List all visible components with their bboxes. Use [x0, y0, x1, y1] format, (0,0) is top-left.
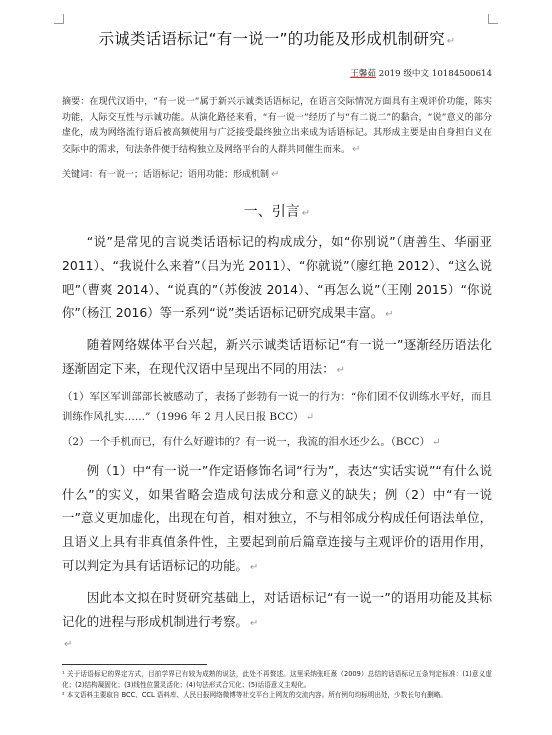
- keywords: [62, 168, 492, 182]
- paragraph-mark: ↵: [301, 208, 311, 219]
- paragraph-mark: ↵: [271, 169, 280, 180]
- example-sentence: [62, 432, 492, 453]
- paragraph-text: 随着网络媒体平台兴起，新兴示诚类话语标记“有一说一”逐渐经历语法化逐渐固定下来，在现代汉语中呈现出不同的用法：: [62, 337, 492, 376]
- footnotes: [62, 664, 492, 701]
- crop-mark-top-right: [488, 14, 498, 24]
- crop-mark-top-left: [54, 14, 64, 24]
- section-heading-text: 一、引言: [243, 204, 300, 220]
- paragraph-text: 因此本文拟在时贤研究基础上，对话语标记“有一说一”的语用功能及其标记化的进程与形成机制进行考察。: [62, 589, 492, 629]
- abstract: [62, 95, 492, 158]
- paragraph-mark: ↵: [336, 364, 345, 376]
- body-paragraph: [62, 230, 492, 327]
- paragraph-mark: ↵: [249, 617, 259, 629]
- paragraph-mark: ↵: [432, 436, 441, 448]
- paragraph-mark: ↵: [305, 411, 314, 423]
- body-paragraph: [62, 333, 492, 383]
- document-page: [62, 28, 492, 650]
- author-line: [62, 67, 492, 79]
- section-heading: [62, 202, 492, 224]
- paragraph-mark: ↵: [64, 639, 73, 651]
- paragraph-mark: ↵: [446, 36, 456, 47]
- author-name: 王馨茹: [350, 69, 376, 79]
- footnote: ¹ 关于话语标记的界定方式，目前学界已有较为成熟的说法，此处不再赘述。这里采纳张旺熹（2009）总结的话语标记五条判定标准：(1)意义虚化；(2)结构凝固化；(3)线性位置灵活化；(4)句法形式合冗化；(5)话语意义主观化。: [62, 670, 492, 689]
- paragraph-text: 例（1）中“有一说一”作定语修饰名词“行为”，表达“实话实说”“有什么说什么”的实义，如果省略会造成句法成分和意义的缺失；例（2）中“有一说一”意义更加虚化，出现在句首，相对独立，不与相邻成分构成任何语法单位，且语义上具有非真值条件性，主要起到前后篇章连接与主观评价的语用作用，可以判定为具有话语标记的功能。: [62, 462, 492, 573]
- paragraph-mark: ↵: [249, 561, 259, 573]
- author-info: 2019 级中文 10184500614: [376, 69, 492, 79]
- example-text: （2）一个手机而已，有什么好避讳的？有一说一，我流的泪水还少么。（BCC）: [62, 435, 431, 448]
- document-title: [62, 28, 492, 53]
- paragraph-mark: ↵: [352, 143, 361, 155]
- footnote: ² 本文语料主要取自 BCC、CCL 语料库、人民日报网络微博等社交平台上网友的交流内容。所有例句均标明出处，少数长句有删略。: [62, 691, 447, 699]
- keywords-text: 关键词：有一说一；话语标记；语用功能；形成机制: [62, 170, 270, 180]
- abstract-text: 摘要：在现代汉语中，“有一说一”属于新兴示诚类话语标记，在语言交际情况方面具有主观评价功能，陈实功能，人际交互性与示诚功能。从演化路径来看，“有一说一”经历了与“有二说二”的黏合，“说”意义的部分虚化，成为网络流行语后被高频使用与广泛接受最终独立出来成为话语标记。其形成主要是由自身担白义在交际中的需求，句法条件便于结构独立及网络平台的人群共同催生而来。: [62, 97, 492, 155]
- example-text: （1）军区军训部部长被感动了，表扬了彭勃有一说一的行为：“你们团不仅训练水平好，而且训练作风扎实……”（1996 年 2 月人民日报 BCC）: [62, 390, 492, 423]
- body-paragraph: [62, 459, 492, 580]
- paragraph-text: “说”是常见的言说类话语标记的构成成分，如“你别说”（唐善生、华丽亚 2011）、“我说什么来着”（吕为光 2011）、“你就说”（廖红艳 2012）、“这么说吧”（曹爽 2014）、“说真的”（苏俊波 2014）、“再怎么说”（王刚 2015）“你说你”（杨江 2016）等一系列“说”类话语标记研究成果丰富。: [62, 234, 492, 321]
- body-paragraph: [62, 586, 492, 636]
- example-sentence: [62, 387, 492, 428]
- paragraph-mark: ↵: [385, 309, 394, 321]
- title-text: 示诚类话语标记“有一说一”的功能及形成机制研究: [98, 30, 445, 48]
- footnote-rule: [62, 664, 207, 665]
